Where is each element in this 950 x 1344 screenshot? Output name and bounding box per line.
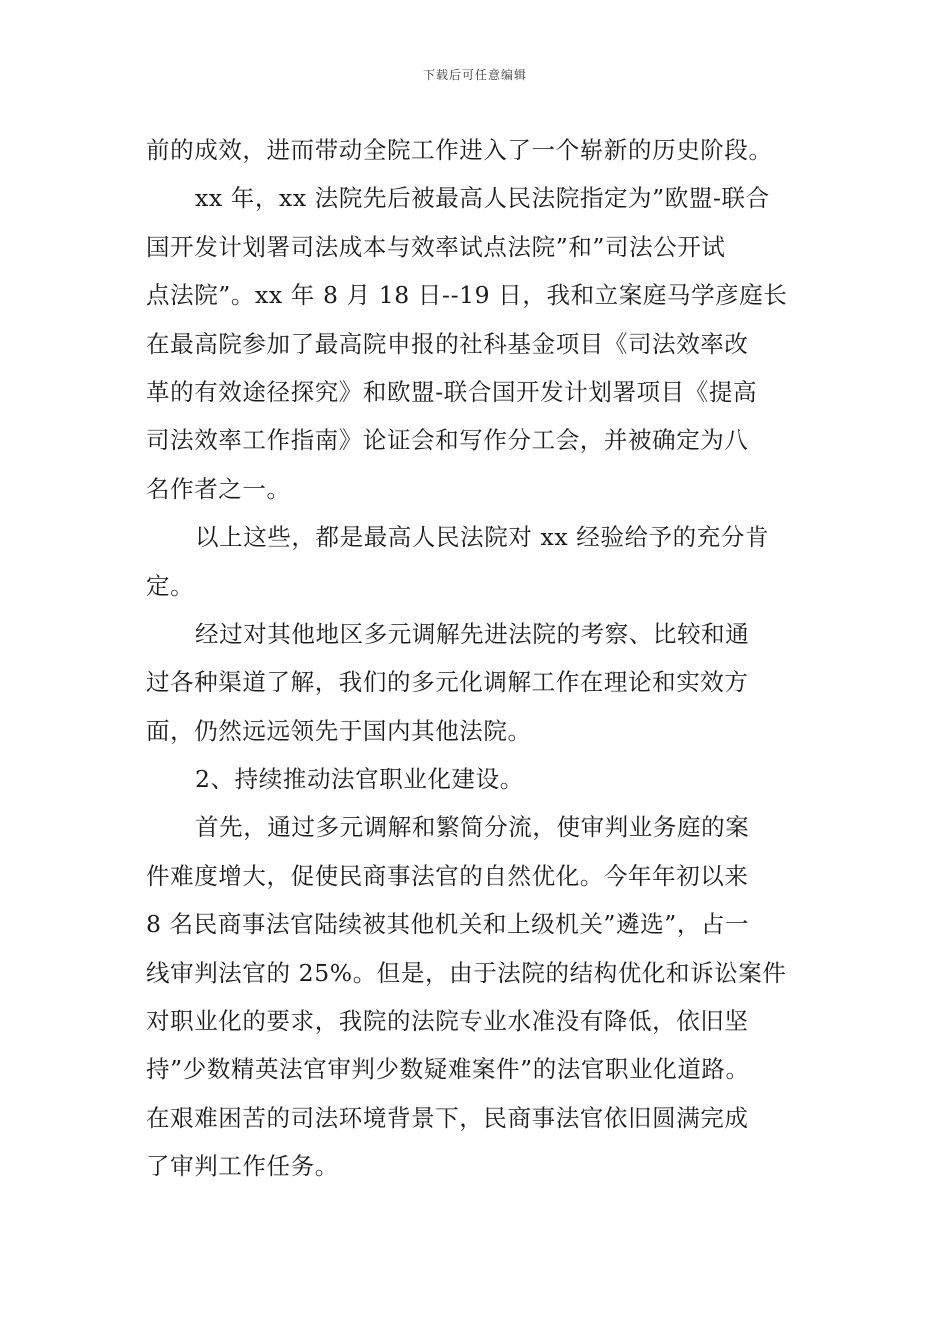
document-body xyxy=(146,126,816,1191)
text-line: 前的成效，进而带动全院工作进入了一个崭新的历史阶段。 xyxy=(146,136,773,164)
text-line: 以上这些，都是最高人民法院对 xx 经验给予的充分肯 xyxy=(195,523,770,552)
text-line: 司法效率工作指南》论证会和写作分工会，并被确定为八 xyxy=(146,426,749,455)
text-line: 首先，通过多元调解和繁简分流，使审判业务庭的案 xyxy=(195,813,750,842)
text-line: 在最高院参加了最高院申报的社科基金项目《司法效率改 xyxy=(146,329,749,358)
text-line: 面，仍然远远领先于国内其他法院。 xyxy=(146,716,532,745)
text-line: 对职业化的要求，我院的法院专业水准没有降低，依旧坚 xyxy=(146,1007,749,1036)
text-line: 8 名民商事法官陆续被其他机关和上级机关”遴选”，占一 xyxy=(146,910,750,939)
text-line: 名作者之一。 xyxy=(146,474,291,503)
text-line: 在艰难困苦的司法环境背景下，民商事法官依旧圆满完成 xyxy=(146,1103,749,1132)
text-line: 过各种渠道了解，我们的多元化调解工作在理论和实效方 xyxy=(146,668,749,697)
text-line: 线审判法官的 25%。但是，由于法院的结构优化和诉讼案件 xyxy=(146,958,787,987)
text-line: xx 年，xx 法院先后被最高人民法院指定为”欧盟-联合 xyxy=(195,184,770,213)
text-line: 国开发计划署司法成本与效率试点法院”和”司法公开试 xyxy=(146,232,726,261)
section-heading: 2、持续推动法官职业化建设。 xyxy=(195,765,524,794)
text-line: 定。 xyxy=(146,571,195,600)
text-line: 件难度增大，促使民商事法官的自然优化。今年年初以来 xyxy=(146,861,749,890)
text-line: 了审判工作任务。 xyxy=(146,1152,339,1181)
text-line: 经过对其他地区多元调解先进法院的考察、比较和通 xyxy=(195,619,750,648)
page-header: 下载后可任意编辑 xyxy=(422,68,527,82)
text-line: 点法院”。xx 年 8 月 18 日--19 日，我和立案庭马学彦庭长 xyxy=(146,281,788,310)
text-line: 持”少数精英法官审判少数疑难案件”的法官职业化道路。 xyxy=(146,1055,750,1084)
text-line: 革的有效途径探究》和欧盟-联合国开发计划署项目《提高 xyxy=(146,377,758,406)
